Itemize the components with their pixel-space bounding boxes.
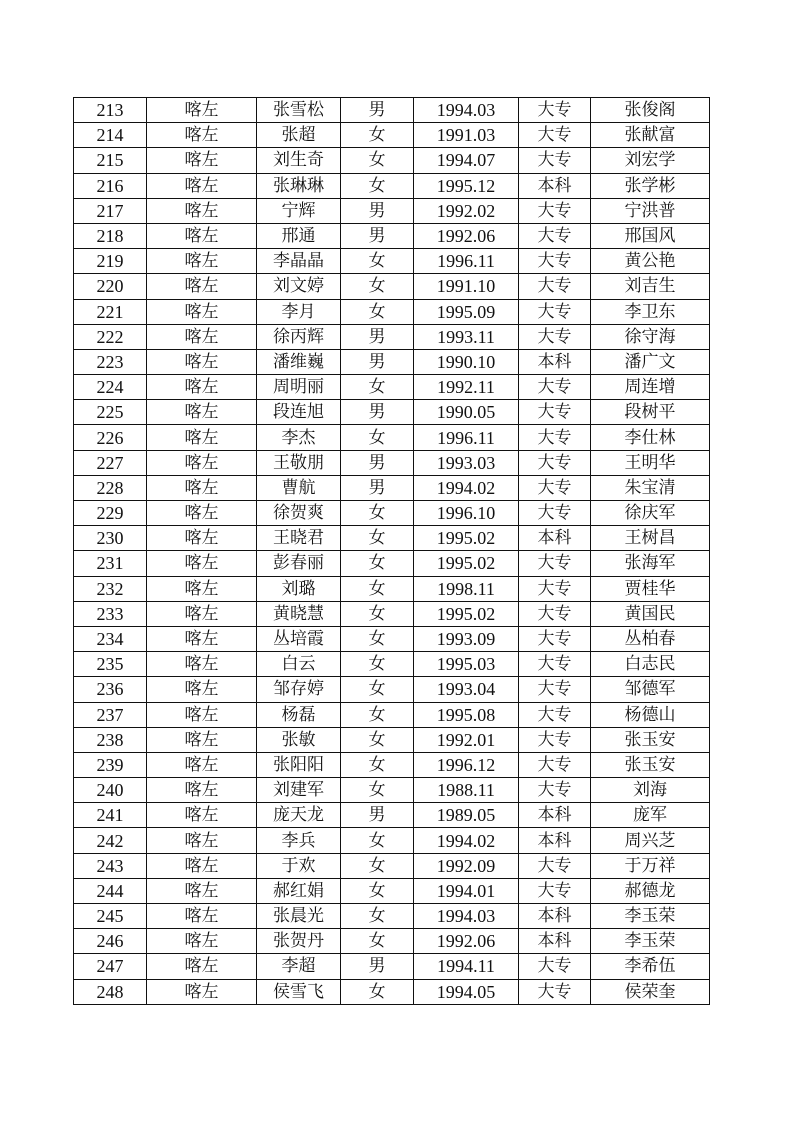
row-number-cell: 215 [74,148,147,173]
row-number-cell: 225 [74,400,147,425]
education-cell: 大专 [519,223,591,248]
county-cell: 喀左 [147,198,257,223]
education-cell: 大专 [519,677,591,702]
education-cell: 大专 [519,123,591,148]
table-row [74,752,710,777]
gender-cell: 男 [341,475,414,500]
education-cell: 大专 [519,979,591,1004]
name-cell: 李月 [257,299,341,324]
table-row [74,727,710,752]
row-number-cell: 233 [74,601,147,626]
birth-date-cell: 1994.01 [414,878,519,903]
name-cell: 李兵 [257,828,341,853]
row-number-cell: 227 [74,450,147,475]
county-cell: 喀左 [147,853,257,878]
birth-date-cell: 1996.12 [414,752,519,777]
education-cell: 大专 [519,652,591,677]
table-row [74,652,710,677]
table-row [74,803,710,828]
gender-cell: 女 [341,652,414,677]
row-number-cell: 248 [74,979,147,1004]
gender-cell: 女 [341,551,414,576]
birth-date-cell: 1995.02 [414,601,519,626]
birth-date-cell: 1993.09 [414,626,519,651]
education-cell: 大专 [519,148,591,173]
education-cell: 大专 [519,601,591,626]
row-number-cell: 237 [74,702,147,727]
row-number-cell: 223 [74,349,147,374]
parent-name-cell: 李玉荣 [591,929,710,954]
county-cell: 喀左 [147,400,257,425]
gender-cell: 男 [341,198,414,223]
county-cell: 喀左 [147,501,257,526]
birth-date-cell: 1992.06 [414,929,519,954]
row-number-cell: 219 [74,249,147,274]
education-cell: 大专 [519,324,591,349]
row-number-cell: 221 [74,299,147,324]
birth-date-cell: 1990.10 [414,349,519,374]
county-cell: 喀左 [147,954,257,979]
birth-date-cell: 1993.04 [414,677,519,702]
name-cell: 庞天龙 [257,803,341,828]
roster-table [73,97,710,1005]
gender-cell: 女 [341,702,414,727]
parent-name-cell: 段树平 [591,400,710,425]
table-row [74,954,710,979]
name-cell: 张超 [257,123,341,148]
county-cell: 喀左 [147,324,257,349]
education-cell: 大专 [519,853,591,878]
row-number-cell: 242 [74,828,147,853]
gender-cell: 女 [341,173,414,198]
county-cell: 喀左 [147,878,257,903]
birth-date-cell: 1992.06 [414,223,519,248]
gender-cell: 女 [341,727,414,752]
name-cell: 彭春丽 [257,551,341,576]
gender-cell: 女 [341,148,414,173]
parent-name-cell: 李仕林 [591,425,710,450]
name-cell: 黄晓慧 [257,601,341,626]
parent-name-cell: 徐守海 [591,324,710,349]
birth-date-cell: 1994.07 [414,148,519,173]
parent-name-cell: 庞军 [591,803,710,828]
row-number-cell: 228 [74,475,147,500]
roster-table-body [74,98,710,1005]
birth-date-cell: 1992.11 [414,375,519,400]
gender-cell: 女 [341,878,414,903]
birth-date-cell: 1988.11 [414,778,519,803]
education-cell: 本科 [519,349,591,374]
education-cell: 大专 [519,98,591,123]
county-cell: 喀左 [147,904,257,929]
gender-cell: 女 [341,501,414,526]
name-cell: 曹航 [257,475,341,500]
county-cell: 喀左 [147,173,257,198]
birth-date-cell: 1991.03 [414,123,519,148]
education-cell: 本科 [519,828,591,853]
name-cell: 周明丽 [257,375,341,400]
gender-cell: 男 [341,324,414,349]
gender-cell: 女 [341,375,414,400]
row-number-cell: 232 [74,576,147,601]
gender-cell: 女 [341,904,414,929]
name-cell: 刘文婷 [257,274,341,299]
birth-date-cell: 1996.11 [414,249,519,274]
gender-cell: 男 [341,349,414,374]
parent-name-cell: 丛柏春 [591,626,710,651]
name-cell: 杨磊 [257,702,341,727]
gender-cell: 女 [341,929,414,954]
birth-date-cell: 1994.02 [414,475,519,500]
row-number-cell: 220 [74,274,147,299]
name-cell: 张敏 [257,727,341,752]
table-row [74,576,710,601]
birth-date-cell: 1998.11 [414,576,519,601]
table-row [74,475,710,500]
birth-date-cell: 1990.05 [414,400,519,425]
birth-date-cell: 1995.03 [414,652,519,677]
name-cell: 白云 [257,652,341,677]
gender-cell: 男 [341,400,414,425]
parent-name-cell: 贾桂华 [591,576,710,601]
education-cell: 大专 [519,727,591,752]
table-row [74,198,710,223]
parent-name-cell: 杨德山 [591,702,710,727]
education-cell: 本科 [519,904,591,929]
name-cell: 李晶晶 [257,249,341,274]
name-cell: 徐贺爽 [257,501,341,526]
name-cell: 李杰 [257,425,341,450]
row-number-cell: 235 [74,652,147,677]
row-number-cell: 244 [74,878,147,903]
row-number-cell: 229 [74,501,147,526]
parent-name-cell: 张献富 [591,123,710,148]
parent-name-cell: 刘海 [591,778,710,803]
name-cell: 刘生奇 [257,148,341,173]
parent-name-cell: 侯荣奎 [591,979,710,1004]
education-cell: 大专 [519,778,591,803]
row-number-cell: 239 [74,752,147,777]
table-row [74,702,710,727]
row-number-cell: 214 [74,123,147,148]
gender-cell: 女 [341,299,414,324]
parent-name-cell: 张玉安 [591,752,710,777]
parent-name-cell: 郝德龙 [591,878,710,903]
birth-date-cell: 1993.03 [414,450,519,475]
county-cell: 喀左 [147,526,257,551]
name-cell: 徐丙辉 [257,324,341,349]
gender-cell: 女 [341,979,414,1004]
table-row [74,375,710,400]
gender-cell: 男 [341,223,414,248]
row-number-cell: 217 [74,198,147,223]
gender-cell: 女 [341,752,414,777]
county-cell: 喀左 [147,98,257,123]
name-cell: 刘璐 [257,576,341,601]
education-cell: 本科 [519,526,591,551]
parent-name-cell: 李卫东 [591,299,710,324]
name-cell: 宁辉 [257,198,341,223]
county-cell: 喀左 [147,803,257,828]
row-number-cell: 216 [74,173,147,198]
table-row [74,626,710,651]
parent-name-cell: 王明华 [591,450,710,475]
gender-cell: 女 [341,249,414,274]
table-row [74,173,710,198]
name-cell: 邢通 [257,223,341,248]
birth-date-cell: 1992.01 [414,727,519,752]
table-row [74,979,710,1004]
education-cell: 大专 [519,375,591,400]
row-number-cell: 226 [74,425,147,450]
county-cell: 喀左 [147,123,257,148]
birth-date-cell: 1994.03 [414,98,519,123]
education-cell: 大专 [519,425,591,450]
birth-date-cell: 1994.02 [414,828,519,853]
name-cell: 李超 [257,954,341,979]
county-cell: 喀左 [147,652,257,677]
county-cell: 喀左 [147,223,257,248]
county-cell: 喀左 [147,249,257,274]
row-number-cell: 246 [74,929,147,954]
table-row [74,324,710,349]
birth-date-cell: 1989.05 [414,803,519,828]
birth-date-cell: 1996.11 [414,425,519,450]
row-number-cell: 238 [74,727,147,752]
gender-cell: 女 [341,601,414,626]
table-row [74,853,710,878]
row-number-cell: 241 [74,803,147,828]
parent-name-cell: 李希伍 [591,954,710,979]
row-number-cell: 231 [74,551,147,576]
county-cell: 喀左 [147,828,257,853]
name-cell: 邹存婷 [257,677,341,702]
parent-name-cell: 黄公艳 [591,249,710,274]
parent-name-cell: 张学彬 [591,173,710,198]
gender-cell: 女 [341,425,414,450]
birth-date-cell: 1995.02 [414,551,519,576]
row-number-cell: 230 [74,526,147,551]
row-number-cell: 218 [74,223,147,248]
county-cell: 喀左 [147,702,257,727]
gender-cell: 女 [341,576,414,601]
education-cell: 本科 [519,803,591,828]
table-row [74,878,710,903]
name-cell: 丛培霞 [257,626,341,651]
birth-date-cell: 1994.03 [414,904,519,929]
education-cell: 大专 [519,450,591,475]
county-cell: 喀左 [147,274,257,299]
county-cell: 喀左 [147,727,257,752]
parent-name-cell: 刘宏学 [591,148,710,173]
birth-date-cell: 1992.02 [414,198,519,223]
row-number-cell: 240 [74,778,147,803]
birth-date-cell: 1995.12 [414,173,519,198]
parent-name-cell: 刘吉生 [591,274,710,299]
birth-date-cell: 1991.10 [414,274,519,299]
table-row [74,904,710,929]
table-row [74,425,710,450]
education-cell: 大专 [519,274,591,299]
parent-name-cell: 邹德军 [591,677,710,702]
row-number-cell: 234 [74,626,147,651]
name-cell: 于欢 [257,853,341,878]
parent-name-cell: 周兴芝 [591,828,710,853]
gender-cell: 女 [341,274,414,299]
name-cell: 张贺丹 [257,929,341,954]
education-cell: 本科 [519,929,591,954]
table-row [74,929,710,954]
table-row [74,349,710,374]
education-cell: 大专 [519,475,591,500]
education-cell: 大专 [519,576,591,601]
table-row [74,249,710,274]
row-number-cell: 236 [74,677,147,702]
row-number-cell: 222 [74,324,147,349]
education-cell: 大专 [519,702,591,727]
birth-date-cell: 1996.10 [414,501,519,526]
gender-cell: 男 [341,954,414,979]
table-row [74,274,710,299]
county-cell: 喀左 [147,626,257,651]
name-cell: 郝红娟 [257,878,341,903]
name-cell: 张晨光 [257,904,341,929]
county-cell: 喀左 [147,551,257,576]
education-cell: 大专 [519,400,591,425]
parent-name-cell: 李玉荣 [591,904,710,929]
county-cell: 喀左 [147,576,257,601]
birth-date-cell: 1992.09 [414,853,519,878]
gender-cell: 女 [341,526,414,551]
table-row [74,501,710,526]
gender-cell: 女 [341,853,414,878]
county-cell: 喀左 [147,677,257,702]
row-number-cell: 247 [74,954,147,979]
parent-name-cell: 朱宝清 [591,475,710,500]
education-cell: 大专 [519,299,591,324]
parent-name-cell: 张海军 [591,551,710,576]
gender-cell: 女 [341,677,414,702]
parent-name-cell: 于万祥 [591,853,710,878]
row-number-cell: 245 [74,904,147,929]
birth-date-cell: 1993.11 [414,324,519,349]
gender-cell: 男 [341,98,414,123]
gender-cell: 女 [341,123,414,148]
table-row [74,223,710,248]
name-cell: 张阳阳 [257,752,341,777]
name-cell: 段连旭 [257,400,341,425]
parent-name-cell: 宁洪普 [591,198,710,223]
table-row [74,148,710,173]
table-row [74,123,710,148]
parent-name-cell: 张俊阁 [591,98,710,123]
education-cell: 大专 [519,198,591,223]
name-cell: 张雪松 [257,98,341,123]
table-row [74,828,710,853]
education-cell: 大专 [519,626,591,651]
county-cell: 喀左 [147,979,257,1004]
birth-date-cell: 1994.11 [414,954,519,979]
parent-name-cell: 周连增 [591,375,710,400]
parent-name-cell: 王树昌 [591,526,710,551]
county-cell: 喀左 [147,425,257,450]
name-cell: 侯雪飞 [257,979,341,1004]
education-cell: 大专 [519,954,591,979]
table-row [74,677,710,702]
gender-cell: 男 [341,450,414,475]
gender-cell: 男 [341,803,414,828]
table-row [74,400,710,425]
row-number-cell: 243 [74,853,147,878]
parent-name-cell: 白志民 [591,652,710,677]
birth-date-cell: 1994.05 [414,979,519,1004]
county-cell: 喀左 [147,375,257,400]
education-cell: 本科 [519,173,591,198]
table-row [74,778,710,803]
row-number-cell: 213 [74,98,147,123]
county-cell: 喀左 [147,148,257,173]
name-cell: 王敬朋 [257,450,341,475]
education-cell: 大专 [519,501,591,526]
education-cell: 大专 [519,249,591,274]
table-row [74,450,710,475]
county-cell: 喀左 [147,929,257,954]
name-cell: 张琳琳 [257,173,341,198]
education-cell: 大专 [519,752,591,777]
birth-date-cell: 1995.09 [414,299,519,324]
table-row [74,299,710,324]
name-cell: 刘建军 [257,778,341,803]
gender-cell: 女 [341,626,414,651]
education-cell: 大专 [519,551,591,576]
county-cell: 喀左 [147,299,257,324]
parent-name-cell: 黄国民 [591,601,710,626]
birth-date-cell: 1995.02 [414,526,519,551]
table-row [74,98,710,123]
county-cell: 喀左 [147,349,257,374]
gender-cell: 女 [341,828,414,853]
county-cell: 喀左 [147,752,257,777]
gender-cell: 女 [341,778,414,803]
row-number-cell: 224 [74,375,147,400]
county-cell: 喀左 [147,475,257,500]
name-cell: 潘维巍 [257,349,341,374]
county-cell: 喀左 [147,601,257,626]
table-row [74,551,710,576]
education-cell: 大专 [519,878,591,903]
name-cell: 王晓君 [257,526,341,551]
county-cell: 喀左 [147,450,257,475]
birth-date-cell: 1995.08 [414,702,519,727]
parent-name-cell: 张玉安 [591,727,710,752]
county-cell: 喀左 [147,778,257,803]
table-row [74,601,710,626]
parent-name-cell: 邢国风 [591,223,710,248]
table-row [74,526,710,551]
parent-name-cell: 徐庆军 [591,501,710,526]
parent-name-cell: 潘广文 [591,349,710,374]
